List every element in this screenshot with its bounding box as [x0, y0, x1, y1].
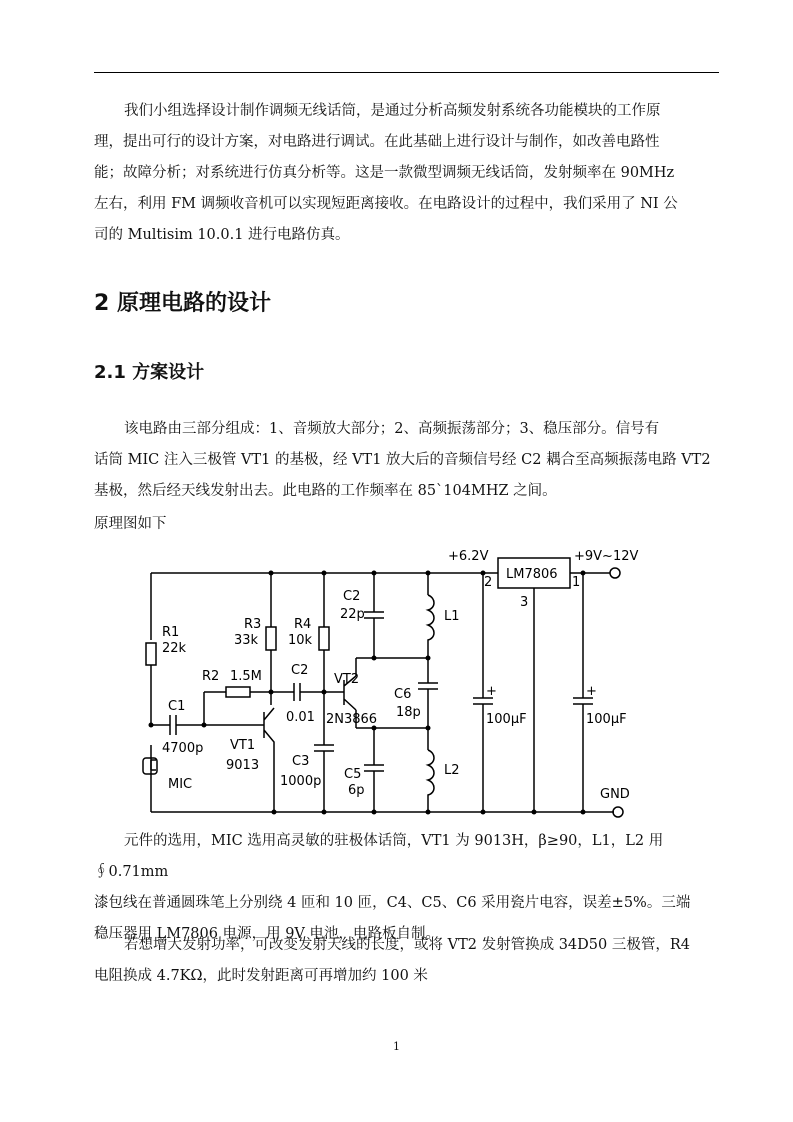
c1-capacitor [151, 715, 264, 735]
r4-label: R4 [294, 617, 312, 632]
circuit-diagram [134, 540, 646, 820]
c2-22p-label: C2 [343, 589, 361, 604]
r3-value: 33k [234, 633, 259, 648]
r1-value: 22k [162, 641, 187, 656]
r4-resistor [319, 627, 329, 650]
intro-line-1: 我们小组选择设计制作调频无线话筒，是通过分析高频发射系统各功能模块的工作原 [124, 103, 661, 119]
header-rule [94, 72, 719, 73]
vt1-label: VT1 [230, 738, 256, 753]
components-line-2: 漆包线在普通圆珠笔上分别绕 4 匝和 10 匝，C4、C5、C6 采用瓷片电容，误差±5%。三端 [94, 895, 691, 911]
c5-value: 6p [348, 783, 365, 798]
voltage-6v2-label: +6.2V [448, 549, 489, 564]
power-paragraph [94, 930, 720, 992]
pin1-label: 1 [572, 575, 581, 590]
page-number: 1 [393, 1040, 400, 1053]
c1-label: C1 [168, 699, 186, 714]
intro-paragraph [94, 96, 720, 251]
power-line-1: 若想增大发射功率，可改变发射天线的长度，或将 VT2 发射管换成 34D50 三极管，R4 [124, 937, 690, 953]
c2-coupling-value: 0.01 [286, 710, 315, 725]
c3-capacitor [314, 692, 334, 812]
l2-inductor [428, 728, 434, 812]
c3-label: C3 [292, 754, 310, 769]
vt1-transistor [264, 708, 274, 812]
c6-value: 18p [396, 705, 421, 720]
vt1-value: 9013 [226, 758, 260, 773]
regulator-label: LM7806 [506, 567, 558, 582]
components-line-3: 稳压器用 LM7806 电源，用 9V 电池，电路板自制。 [94, 926, 441, 942]
vt2-value: 2N3866 [326, 712, 378, 727]
intro-line-2: 理，提出可行的设计方案，对电路进行调试。在此基础上进行设计与制作，如改善电路性 [94, 134, 660, 150]
intro-line-3: 能；故障分析；对系统进行仿真分析等。这是一款微型调频无线话筒，发射频率在 90MHz [94, 165, 675, 181]
gnd-terminal [613, 807, 623, 817]
c5-label: C5 [344, 767, 362, 782]
gnd-label: GND [600, 787, 630, 802]
subsection-heading: 2.1 方案设计 [94, 362, 205, 383]
r3-label: R3 [244, 617, 262, 632]
r2-label: R2 [202, 669, 220, 684]
figure-caption: 原理图如下 [94, 516, 167, 532]
scheme-line-1: 该电路由三部分组成：1、音频放大部分；2、高频振荡部分；3、稳压部分。信号有 [124, 421, 660, 437]
r4-value: 10k [288, 633, 313, 648]
c5-capacitor [364, 728, 384, 812]
c2-22p-value: 22p [340, 607, 365, 622]
r2-resistor [226, 687, 250, 697]
l1-inductor [428, 573, 434, 658]
r1-label: R1 [162, 625, 180, 640]
c1-value: 4700p [162, 741, 204, 756]
c2-coupling-label: C2 [291, 663, 309, 678]
r3-resistor [266, 627, 276, 650]
components-line-1: 元件的选用，MIC 选用高灵敏的驻极体话筒，VT1 为 9013H，β≥90，L1，L2 用∮0.71mm [94, 833, 664, 880]
cap2-polarity: + [586, 684, 597, 699]
cap1-label: 100μF [486, 712, 527, 727]
intro-line-5: 司的 Multisim 10.0.1 进行电路仿真。 [94, 227, 350, 243]
power-line-2: 电阻换成 4.7KΩ，此时发射距离可再增加约 100 米 [94, 968, 428, 984]
scheme-line-2: 话筒 MIC 注入三极管 VT1 的基极，经 VT1 放大后的音频信号经 C2 耦合至高频振荡电路 VT2 [94, 452, 711, 468]
scheme-paragraph [94, 414, 720, 507]
vin-label: +9V~12V [574, 549, 639, 564]
c2-22p-capacitor [364, 573, 384, 658]
l2-label: L2 [444, 763, 460, 778]
mic-wire [151, 760, 156, 770]
scheme-line-3: 基极，然后经天线发射出去。此电路的工作频率在 85`104MHZ 之间。 [94, 483, 557, 499]
mic-label: MIC [168, 777, 193, 792]
pin2-label: 2 [484, 575, 493, 590]
pin3-label: 3 [520, 595, 529, 610]
r2-value: 1.5M [230, 669, 262, 684]
r1-resistor [146, 643, 156, 665]
c3-value: 1000p [280, 774, 322, 789]
c6-label: C6 [394, 687, 412, 702]
section-heading: 2 原理电路的设计 [94, 291, 271, 316]
cap1-polarity: + [486, 684, 497, 699]
vin-terminal [610, 568, 620, 578]
l1-label: L1 [444, 609, 460, 624]
cap2-label: 100μF [586, 712, 627, 727]
intro-line-4: 左右，利用 FM 调频收音机可以实现短距离接收。在电路设计的过程中，我们采用了 NI 公 [94, 196, 678, 212]
c6-capacitor [418, 658, 438, 728]
vt2-label: VT2 [334, 672, 360, 687]
